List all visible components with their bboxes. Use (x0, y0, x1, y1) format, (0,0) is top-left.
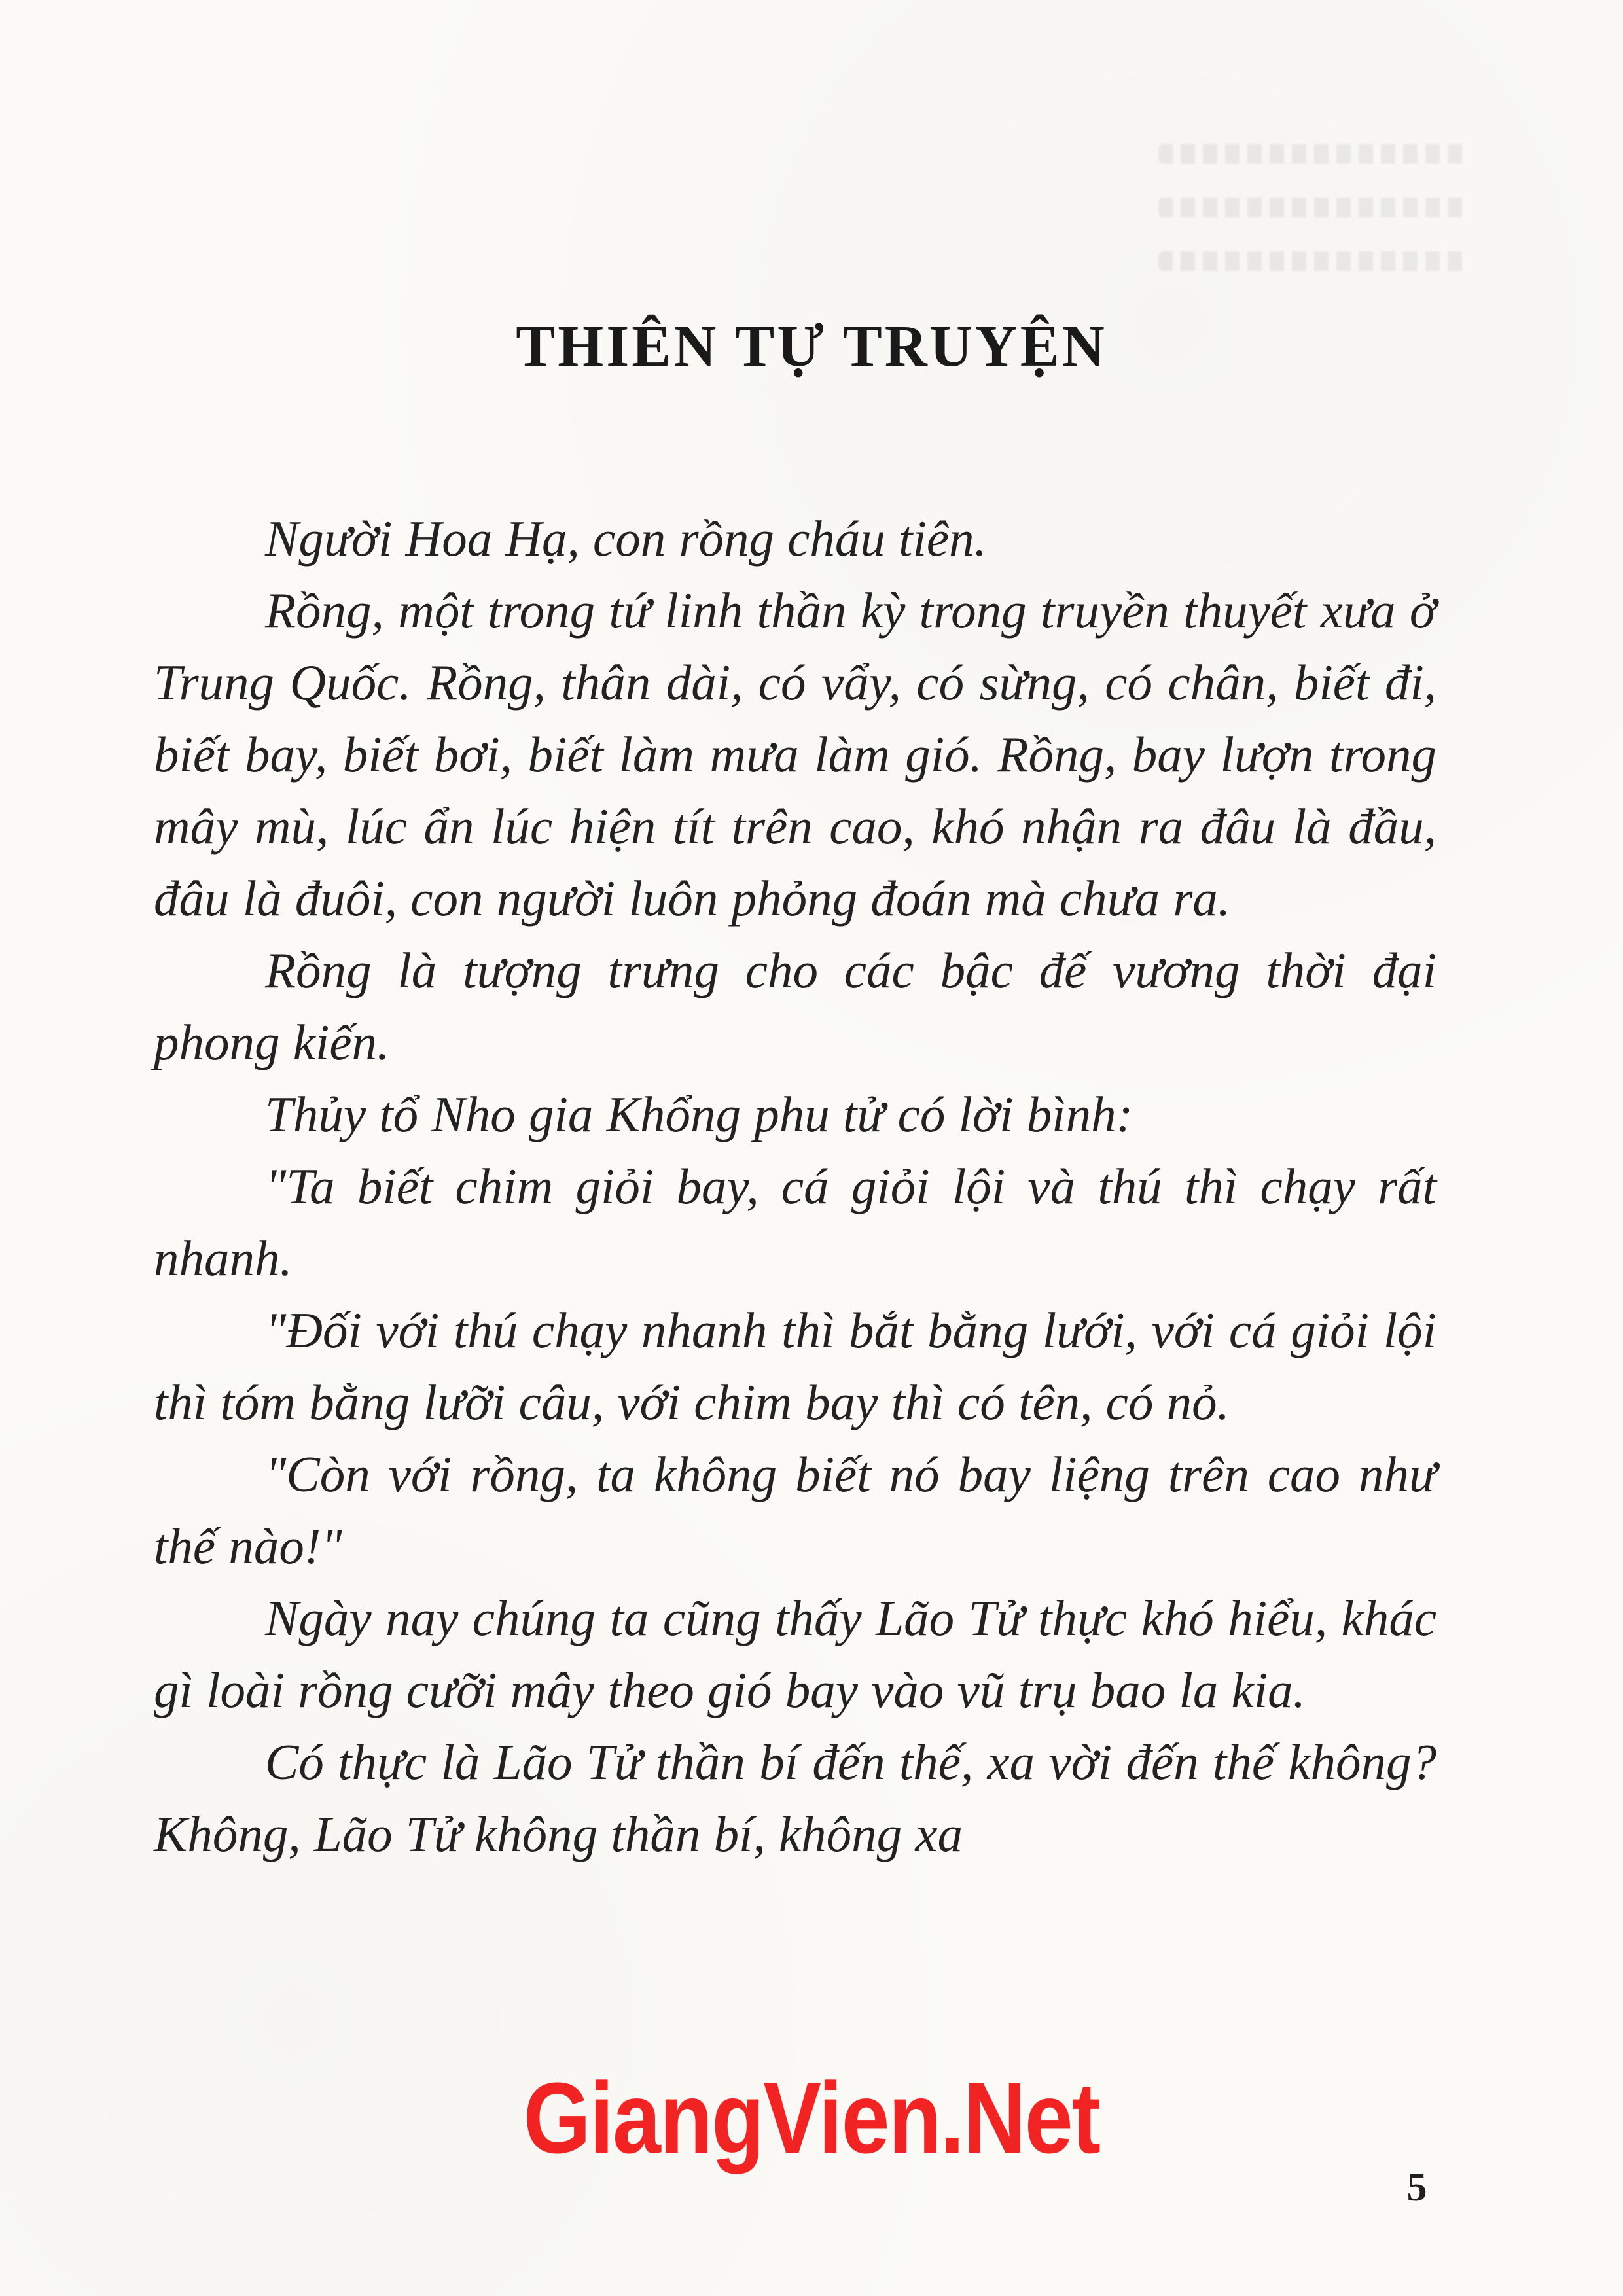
paragraph-9: Có thực là Lão Tử thần bí đến thế, xa vời đến thế không? Không, Lão Tử không thần bí, không xa (154, 1734, 1436, 1862)
show-through-line (1158, 198, 1466, 217)
show-through-line (1158, 144, 1466, 164)
page-number: 5 (1406, 2165, 1427, 2210)
paragraph-1: Người Hoa Hạ, con rồng cháu tiên. (265, 510, 987, 567)
paragraph-7: "Còn với rồng, ta không biết nó bay liệng trên cao như thế nào!" (154, 1446, 1436, 1574)
site-watermark: GiangVien.Net (523, 2062, 1100, 2174)
chapter-title: THIÊN TỰ TRUYỆN (516, 314, 1107, 379)
paragraph-2: Rồng, một trong tứ linh thần kỳ trong truyền thuyết xưa ở Trung Quốc. Rồng, thân dài, có vẩy, có sừng, có chân, biết đi, biết bay, biết bơi, biết làm mưa làm gió. Rồng, bay lượn trong mây mù, lúc ẩn lúc hiện tít trên cao, khó nhận ra đâu là đầu, đâu là đuôi, con người luôn phỏng đoán mà chưa ra. (154, 582, 1436, 927)
paragraph-6: "Đối với thú chạy nhanh thì bắt bằng lưới, với cá giỏi lội thì tóm bằng lưỡi câu, với chim bay thì có tên, có nỏ. (154, 1302, 1436, 1430)
paragraph-5: "Ta biết chim giỏi bay, cá giỏi lội và thú thì chạy rất nhanh. (154, 1158, 1436, 1286)
show-through-line (1158, 251, 1466, 271)
paragraph-4: Thủy tổ Nho gia Khổng phu tử có lời bình: (265, 1086, 1133, 1142)
show-through-text (1158, 144, 1466, 340)
paragraph-3: Rồng là tượng trưng cho các bậc đế vương thời đại phong kiến. (154, 942, 1436, 1070)
paragraph-8: Ngày nay chúng ta cũng thấy Lão Tử thực khó hiểu, khác gì loài rồng cưỡi mây theo gió bay vào vũ trụ bao la kia. (154, 1590, 1436, 1718)
chapter-body (154, 503, 1436, 1870)
